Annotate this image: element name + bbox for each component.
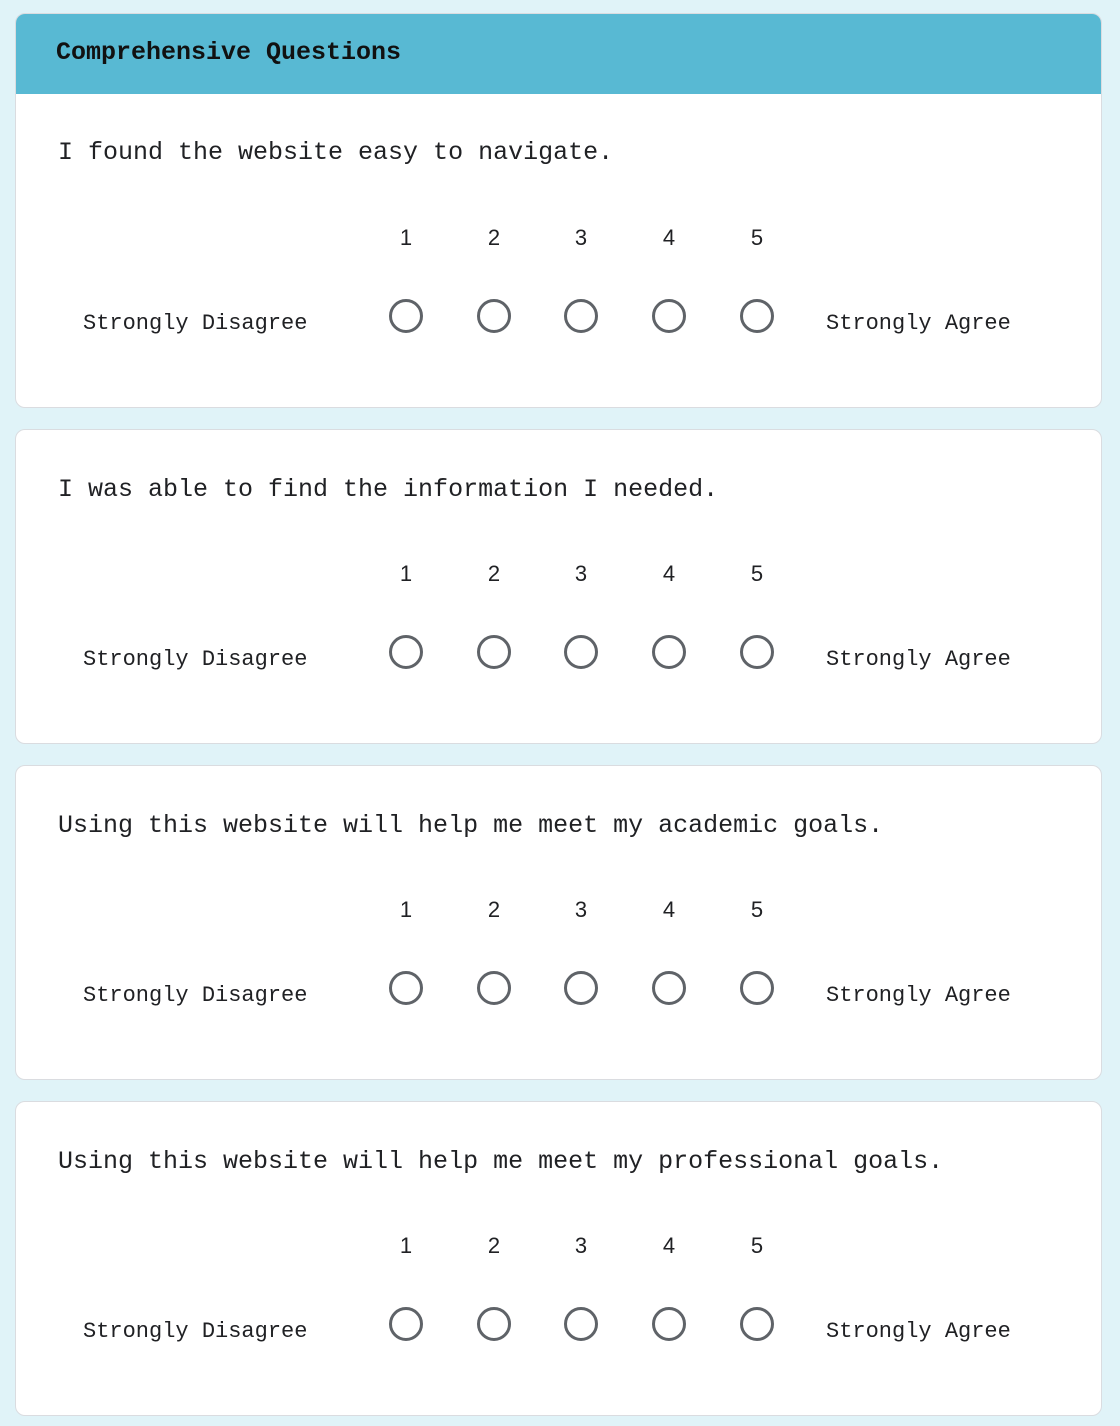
scale-number-5: 5 — [750, 561, 764, 586]
scale-number-1: 1 — [399, 561, 413, 586]
radio-option-4[interactable] — [652, 1307, 686, 1341]
section-header — [16, 14, 1101, 94]
scale-low-label: Strongly Disagree — [83, 1319, 308, 1344]
scale-number-2: 2 — [487, 897, 501, 922]
radio-option-4[interactable] — [652, 971, 686, 1005]
radio-option-2[interactable] — [477, 1307, 511, 1341]
radio-option-4[interactable] — [652, 299, 686, 333]
scale-number-3: 3 — [574, 897, 588, 922]
radio-option-3[interactable] — [564, 1307, 598, 1341]
scale-number-3: 3 — [574, 1233, 588, 1258]
radio-option-3[interactable] — [564, 635, 598, 669]
scale-number-3: 3 — [574, 225, 588, 250]
scale-number-4: 4 — [662, 225, 676, 250]
scale-high-label: Strongly Agree — [826, 1319, 1011, 1344]
section-title: Comprehensive Questions — [56, 38, 402, 67]
scale-number-5: 5 — [750, 897, 764, 922]
question-text: Using this website will help me meet my professional goals. — [58, 1147, 944, 1176]
scale-number-3: 3 — [574, 561, 588, 586]
radio-option-5[interactable] — [740, 1307, 774, 1341]
question-card-2 — [15, 429, 1102, 744]
scale-number-2: 2 — [487, 561, 501, 586]
radio-option-1[interactable] — [389, 1307, 423, 1341]
question-text: I found the website easy to navigate. — [58, 138, 614, 167]
scale-number-1: 1 — [399, 1233, 413, 1258]
radio-option-5[interactable] — [740, 299, 774, 333]
radio-option-1[interactable] — [389, 299, 423, 333]
scale-number-1: 1 — [399, 225, 413, 250]
scale-number-4: 4 — [662, 1233, 676, 1258]
scale-number-4: 4 — [662, 897, 676, 922]
scale-number-2: 2 — [487, 225, 501, 250]
radio-option-2[interactable] — [477, 971, 511, 1005]
scale-number-5: 5 — [750, 1233, 764, 1258]
scale-low-label: Strongly Disagree — [83, 983, 308, 1008]
radio-option-2[interactable] — [477, 299, 511, 333]
radio-option-1[interactable] — [389, 971, 423, 1005]
scale-high-label: Strongly Agree — [826, 983, 1011, 1008]
question-card-4 — [15, 1101, 1102, 1416]
scale-number-2: 2 — [487, 1233, 501, 1258]
question-card-3 — [15, 765, 1102, 1080]
radio-option-5[interactable] — [740, 635, 774, 669]
scale-number-4: 4 — [662, 561, 676, 586]
radio-option-4[interactable] — [652, 635, 686, 669]
scale-number-5: 5 — [750, 225, 764, 250]
radio-option-3[interactable] — [564, 971, 598, 1005]
scale-high-label: Strongly Agree — [826, 311, 1011, 336]
scale-number-1: 1 — [399, 897, 413, 922]
radio-option-3[interactable] — [564, 299, 598, 333]
question-card-1 — [15, 13, 1102, 408]
scale-low-label: Strongly Disagree — [83, 311, 308, 336]
radio-option-2[interactable] — [477, 635, 511, 669]
scale-low-label: Strongly Disagree — [83, 647, 308, 672]
radio-option-5[interactable] — [740, 971, 774, 1005]
radio-option-1[interactable] — [389, 635, 423, 669]
question-text: Using this website will help me meet my academic goals. — [58, 811, 884, 840]
question-text: I was able to find the information I needed. — [58, 475, 719, 504]
scale-high-label: Strongly Agree — [826, 647, 1011, 672]
